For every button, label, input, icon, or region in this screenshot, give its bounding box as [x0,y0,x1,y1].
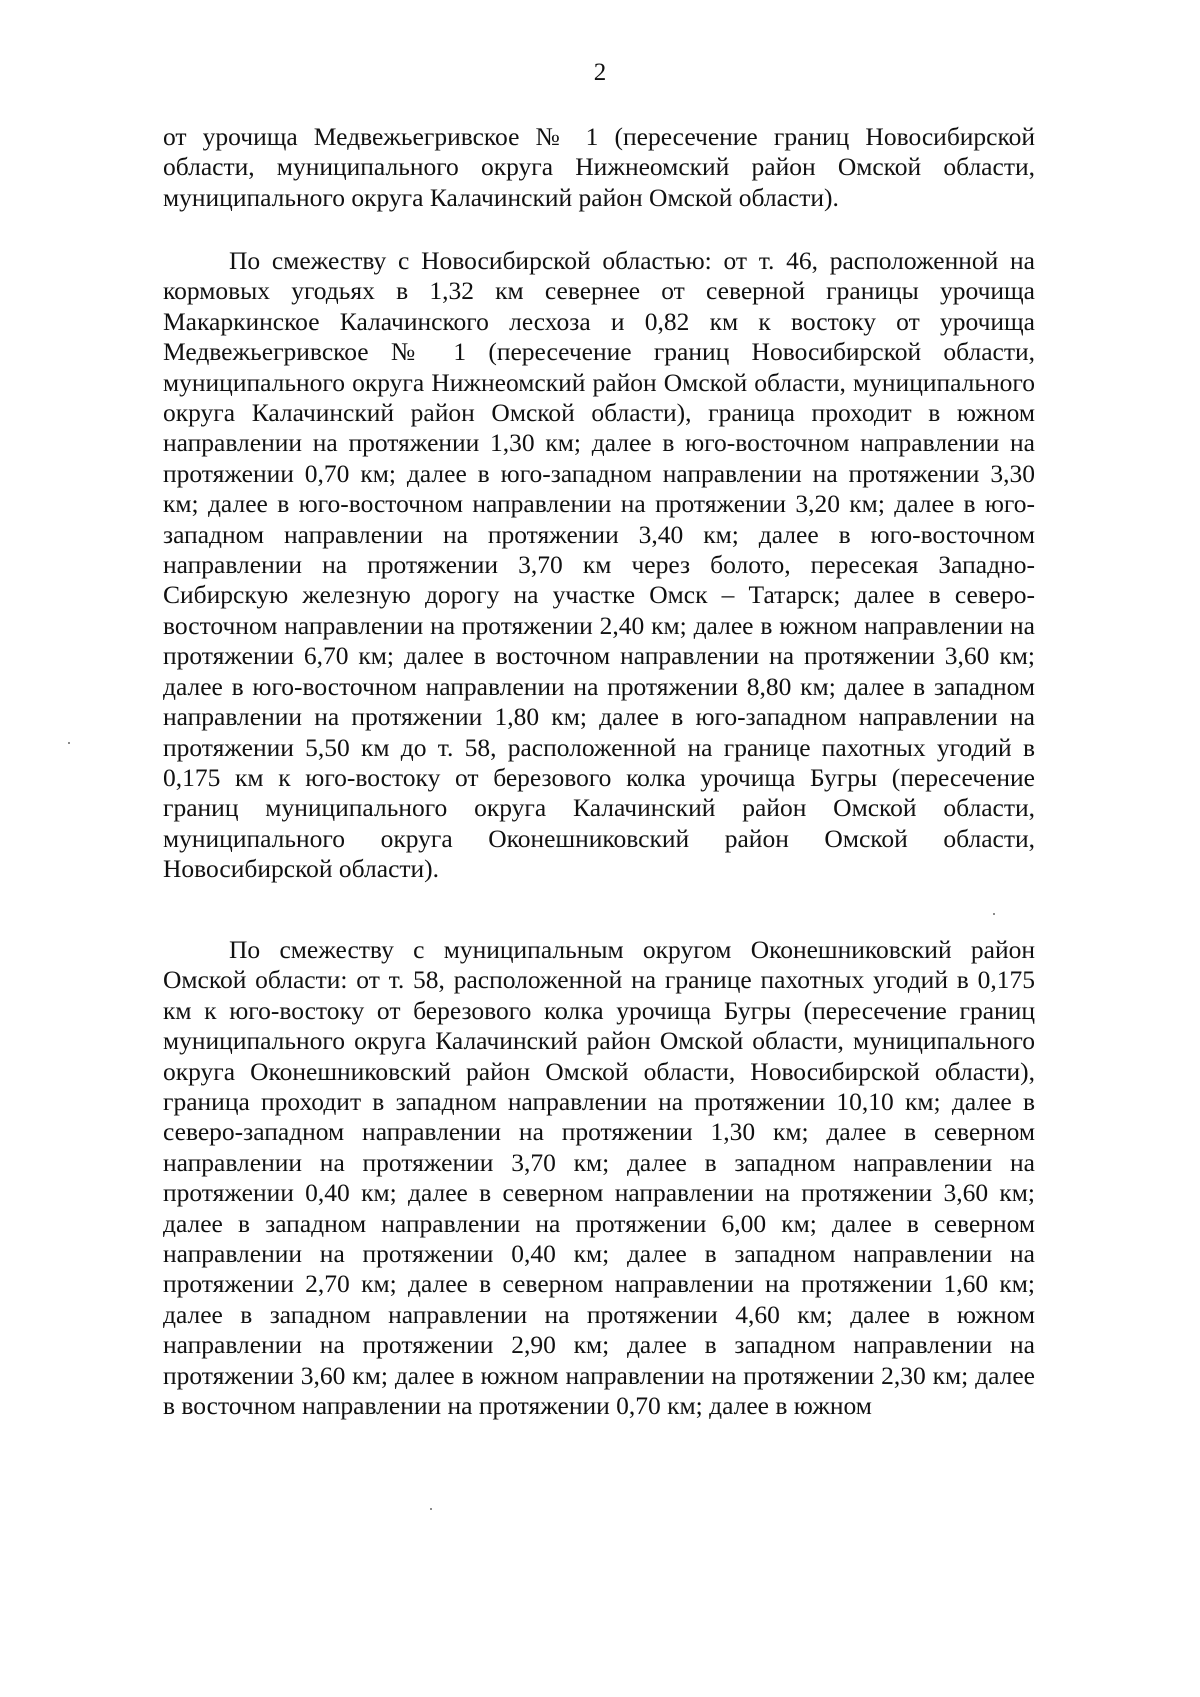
page-number: 2 [593,59,607,86]
scan-speck [68,742,70,744]
paragraph-novosibirsk-border: По смежеству с Новосибирской областью: от т. 46, расположенной на кормовых угодьях в 1,32 км севернее от северной границы урочища Макаркинское Калачинского лесхоза и 0,82 км к востоку от урочища Медвежьегривское № 1 (пересечение границ Новосибирской области, муниципального округа Нижнеомский район Омской области, муниципального округа Калачинский район Омской области), граница проходит в южном направлении на протяжении 1,30 км; далее в юго-восточном направлении на протяжении 0,70 км; далее в юго-западном направлении на протяжении 3,30 км; далее в юго-восточном направлении на протяжении 3,20 км; далее в юго-западном направлении на протяжении 3,40 км; далее в юго-восточном направлении на протяжении 3,70 км через болото, пересекая Западно-Сибирскую железную дорогу на участке Омск – Татарск; далее в северо-восточном направлении на протяжении 2,40 км; далее в южном направлении на протяжении 6,70 км; далее в восточном направлении на протяжении 3,60 км; далее в юго-восточном направлении на протяжении 8,80 км; далее в западном направлении на протяжении 1,80 км; далее в юго-западном направлении на протяжении 5,50 км до т. 58, расположенной на границе пахотных угодий в 0,175 км к юго-востоку от березового колка урочища Бугры (пересечение границ муниципального округа Калачинский район Омской области, муниципального округа Оконешниковский район Омской области, Новосибирской области). [163,246,1035,884]
paragraph-continuation: от урочища Медвежьегривское № 1 (пересечение границ Новосибирской области, муниципального округа Нижнеомский район Омской области, муниципального округа Калачинский район Омской области). [163,122,1035,212]
scan-speck [430,1508,432,1510]
scan-speck [993,913,995,915]
paragraph-okoneshnikovsky-border: По смежеству с муниципальным округом Оконешниковский район Омской области: от т. 58, расположенной на границе пахотных угодий в 0,175 км к юго-востоку от березового колка урочища Бугры (пересечение границ муниципального округа Калачинский район Омской области, муниципального округа Оконешниковский район Омской области, Новосибирской области), граница проходит в западном направлении на протяжении 10,10 км; далее в северо-западном направлении на протяжении 1,30 км; далее в северном направлении на протяжении 3,70 км; далее в западном направлении на протяжении 0,40 км; далее в северном направлении на протяжении 3,60 км; далее в западном направлении на протяжении 6,00 км; далее в северном направлении на протяжении 0,40 км; далее в западном направлении на протяжении 2,70 км; далее в северном направлении на протяжении 1,60 км; далее в западном направлении на протяжении 4,60 км; далее в южном направлении на протяжении 2,90 км; далее в западном направлении на протяжении 3,60 км; далее в южном направлении на протяжении 2,30 км; далее в восточном направлении на протяжении 0,70 км; далее в южном [163,935,1035,1421]
